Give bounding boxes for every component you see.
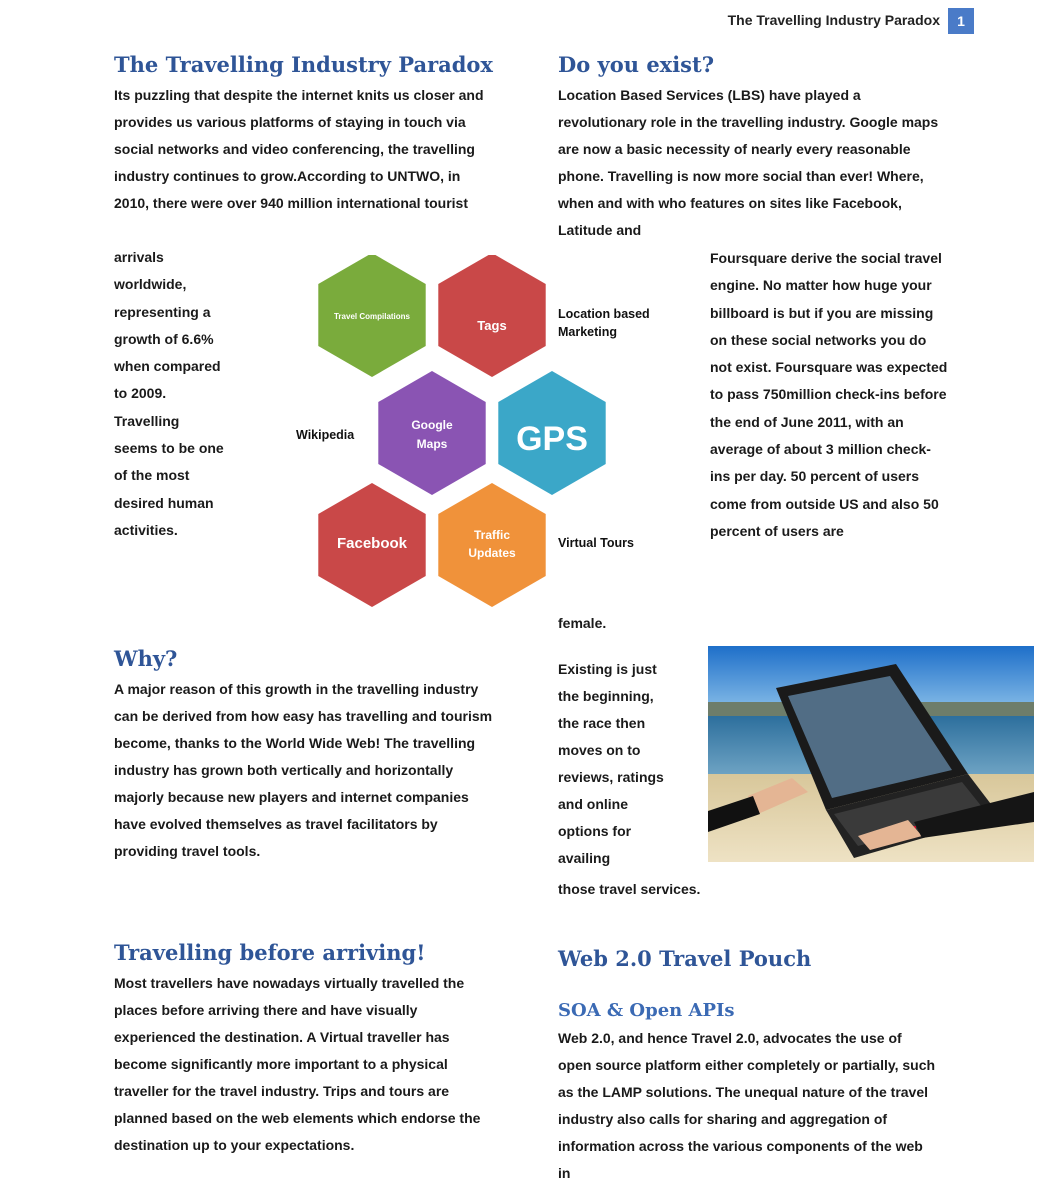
exist-body-end: female. <box>558 615 607 631</box>
svg-text:Maps: Maps <box>416 437 448 451</box>
hex-label-travel-compilations: Travel Compilations <box>333 312 411 321</box>
label-wikipedia: Wikipedia <box>296 428 355 442</box>
exist-body-continued: Foursquare derive the social travel engine. No matter how huge your billboard is but if you are missing on these social networks you do not exist. Foursquare was expected to pass 750million check-ins before the end of June 2011, with an average of about 3 million check-ins per day. 50 percent of users come from outside US and also 50 percent of users are <box>710 250 948 539</box>
laptop-beach-photo <box>708 646 1034 862</box>
hex-traffic-updates <box>438 483 545 607</box>
before-arriving-heading: Travelling before arriving! <box>114 940 426 965</box>
existing-body-end: those travel services. <box>558 881 701 897</box>
svg-text:Updates: Updates <box>468 546 516 560</box>
web20-heading: Web 2.0 Travel Pouch <box>558 946 812 971</box>
page-number-badge: 1 <box>948 8 974 34</box>
hex-label-gps: GPS <box>516 420 588 458</box>
why-body: A major reason of this growth in the travelling industry can be derived from how easy has travelling and tourism become, thanks to the World Wide Web! The travelling industry has grown both vertically and horizontally majorly because new players and internet companies have evolved themselves as travel facilitators by providing travel tools. <box>114 681 493 859</box>
hex-google-maps <box>378 371 485 495</box>
exist-heading: Do you exist? <box>558 52 715 77</box>
paradox-body: Its puzzling that despite the internet knits us closer and provides us various platforms of staying in touch via social networks and video conferencing, the travelling industry continues to grow.According to UNTWO, in 2010, there were over 940 million international tourist <box>114 87 484 211</box>
hex-label-tags: Tags <box>477 318 507 333</box>
label-virtual-tours: Virtual Tours <box>558 536 634 550</box>
why-heading: Why? <box>114 646 178 671</box>
label-location-marketing: Location based Marketing <box>558 307 650 339</box>
hex-tags <box>438 255 545 377</box>
web20-body: Web 2.0, and hence Travel 2.0, advocates the use of open source platform either completely or partially, such as the LAMP solutions. The unequal nature of the travel industry also calls for sharing and aggregation of information across the various components of the web in <box>558 1030 936 1181</box>
paradox-heading: The Travelling Industry Paradox <box>114 52 493 77</box>
soa-subheading: SOA & Open APIs <box>558 1000 735 1021</box>
existing-body: Existing is just the beginning, the race then moves on to reviews, ratings and online options for availing <box>558 661 664 866</box>
hex-label-facebook: Facebook <box>336 535 408 552</box>
running-header-title: The Travelling Industry Paradox <box>727 12 940 28</box>
exist-body: Location Based Services (LBS) have played a revolutionary role in the travelling industry. Google maps are now a basic necessity of nearly every reasonable phone. Travelling is now more social than ever! Where, when and with who features on sites like Facebook, Latitude and <box>558 87 939 238</box>
before-arriving-body: Most travellers have nowadays virtually travelled the places before arriving there and have visually experienced the destination. A Virtual traveller has become significantly more important to a physical traveller for the travel industry. Trips and tours are planned based on the web elements which endorse the destination up to your expectations. <box>114 975 481 1153</box>
paradox-body-continued: arrivals worldwide, representing a growth of 6.6% when compared to 2009. Travelling seems to be one of the most desired human activities. <box>114 249 224 538</box>
svg-text:Google: Google <box>411 418 453 432</box>
svg-text:Traffic: Traffic <box>473 528 511 542</box>
